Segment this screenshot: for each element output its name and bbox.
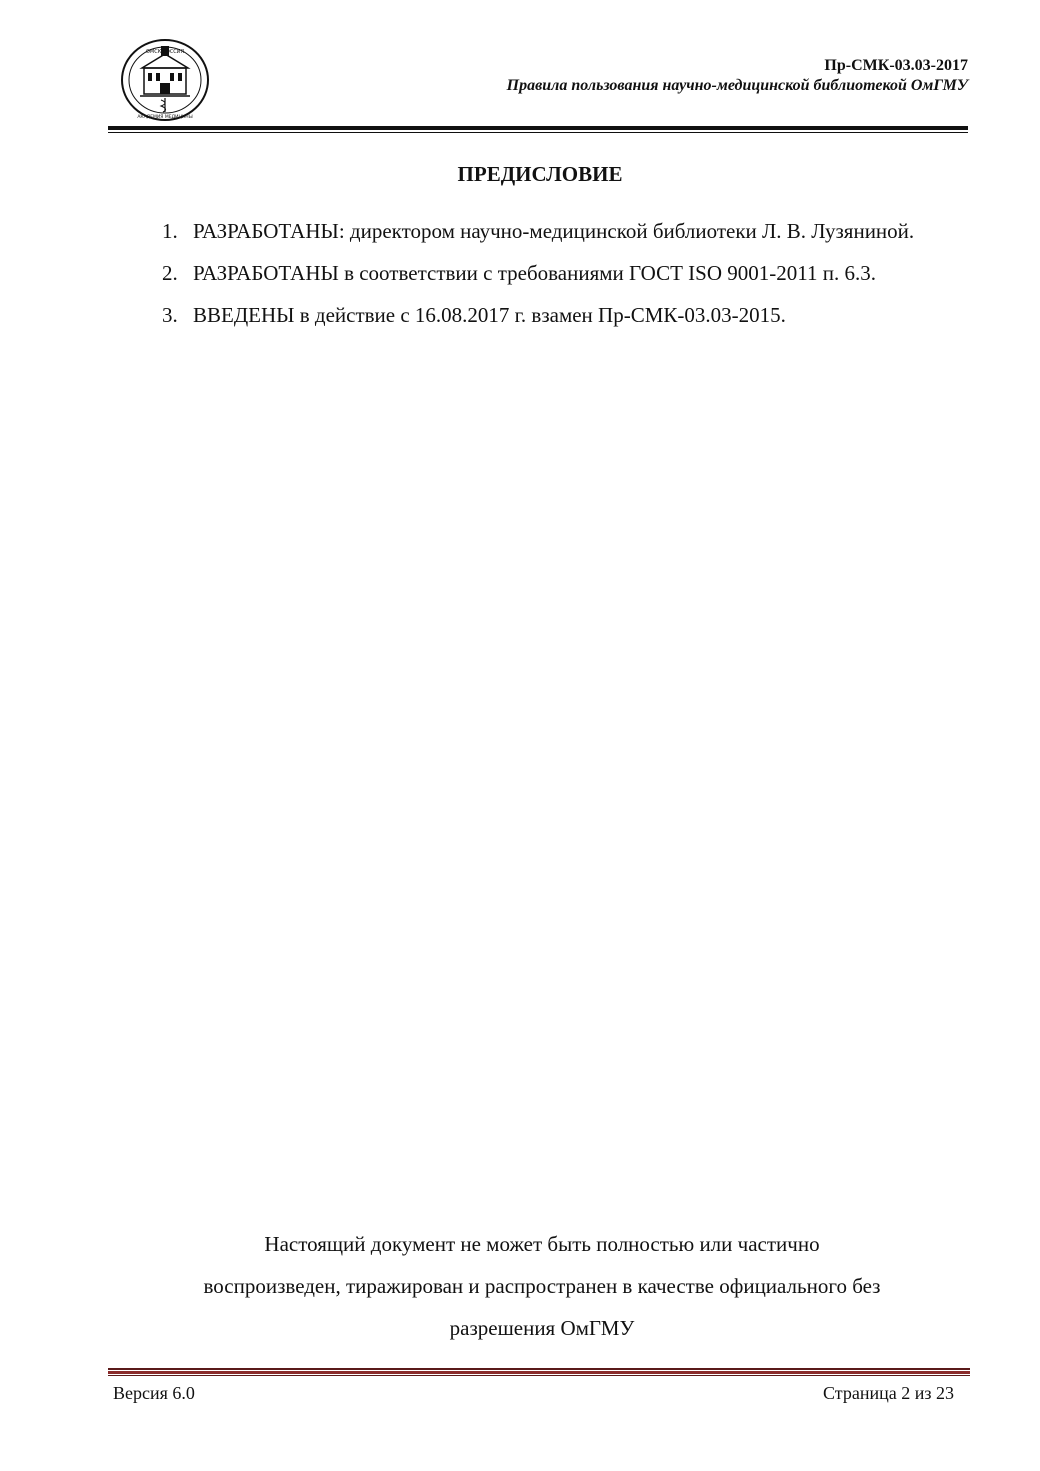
footer-divider bbox=[108, 1368, 970, 1376]
list-item-text: РАЗРАБОТАНЫ: директором научно-медицинской библиотеки Л. В. Лузяниной. bbox=[193, 219, 915, 243]
notice-line-1: Настоящий документ не может быть полностью или частично bbox=[264, 1232, 820, 1256]
section-heading: ПРЕДИСЛОВИЕ bbox=[457, 162, 623, 186]
notice-line-3: разрешения ОмГМУ bbox=[449, 1316, 635, 1340]
notice-line-2: воспроизведен, тиражирован и распространен в качестве официального без bbox=[203, 1274, 881, 1298]
preface-list bbox=[113, 210, 971, 336]
copyright-notice bbox=[113, 1223, 971, 1349]
document-header bbox=[507, 56, 968, 96]
header-divider bbox=[108, 126, 968, 134]
list-item-number: 2. bbox=[162, 261, 178, 285]
list-item-number: 3. bbox=[162, 303, 178, 327]
list-item bbox=[113, 252, 971, 294]
version-label: Версия 6.0 bbox=[113, 1383, 195, 1403]
university-emblem-logo bbox=[120, 38, 210, 122]
svg-text:ОМСК РОССИЯ: ОМСК РОССИЯ bbox=[145, 49, 185, 55]
document-code: Пр-СМК-03.03-2017 bbox=[824, 57, 968, 74]
svg-text:АКАДЕМИЯ МЕДИЦИНЫ: АКАДЕМИЯ МЕДИЦИНЫ bbox=[137, 115, 193, 120]
document-title: Правила пользования научно-медицинской библиотекой ОмГМУ bbox=[506, 77, 968, 94]
list-item bbox=[113, 210, 971, 252]
list-item bbox=[113, 294, 971, 336]
list-item-text: ВВЕДЕНЫ в действие с 16.08.2017 г. взамен Пр-СМК-03.03-2015. bbox=[193, 303, 786, 327]
list-item-text: РАЗРАБОТАНЫ в соответствии с требованиями ГОСТ ISO 9001-2011 п. 6.3. bbox=[193, 261, 876, 285]
list-item-number: 1. bbox=[162, 219, 178, 243]
page-number: Страница 2 из 23 bbox=[823, 1383, 954, 1403]
